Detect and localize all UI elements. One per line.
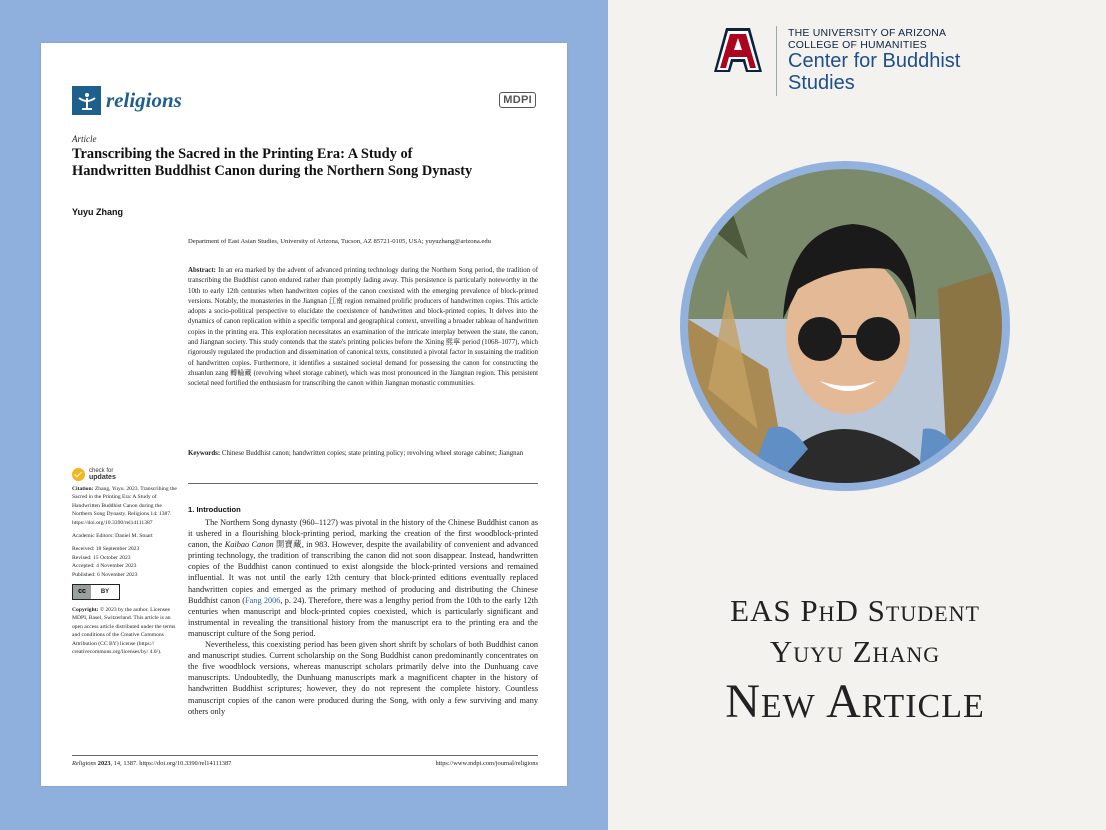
- check-icon: [72, 468, 85, 481]
- section-heading: 1. Introduction: [188, 505, 241, 514]
- affiliation: Department of East Asian Studies, University of Arizona, Tucson, AZ 85721-0105, USA; yuyuzhang@arizona.edu: [188, 238, 491, 245]
- copyright-text: © 2023 by the author. Licensee MDPI, Basel, Switzerland. This article is an open access article distributed under the terms and conditions of the Creative Commons Attribution (CC BY) license (https:// creativecommons.org/licenses/by/ 4.0/).: [72, 607, 176, 656]
- author-name: Yuyu Zhang: [72, 207, 124, 217]
- headline-line2: Yuyu Zhang: [769, 634, 941, 669]
- check-line1: check for: [89, 468, 114, 474]
- keywords-label: Keywords:: [188, 450, 221, 457]
- center-name-line2: Studies: [788, 72, 855, 94]
- citation-label: Citation:: [72, 486, 94, 492]
- university-name: THE UNIVERSITY OF ARIZONA: [788, 27, 947, 39]
- footer-citation: Religions 2023, 14, 1387. https://doi.org/10.3390/rel14111387: [72, 760, 232, 767]
- mdpi-logo: MDPI: [499, 92, 536, 108]
- check-line2: updates: [89, 473, 116, 481]
- footer-divider: [72, 755, 538, 756]
- abstract-label: Abstract:: [188, 267, 216, 274]
- date-received: Received: 18 September 2023: [72, 546, 140, 553]
- copyright: [72, 606, 182, 656]
- article-type: Article: [72, 134, 97, 144]
- religions-icon: [72, 86, 101, 115]
- logo-divider: [776, 26, 777, 96]
- date-published: Published: 6 November 2023: [72, 571, 138, 578]
- by-icon: BY: [91, 585, 119, 599]
- abstract: [188, 266, 538, 390]
- abstract-text: In an era marked by the advent of advanced printing technology during the Northern Song period, the tradition of transcribing the Buddhist canon endured rather than promptly fading away. This persistence is particularly noteworthy in the 10th to early 12th centuries when handwritten copies of the canon coexisted with the emerging prevalence of block-printed versions. Notably, the monasteries in the Jiangnan 江南 region remained prolific producers of handwritten copies. This article adopts a socio-political perspective to elucidate the coexistence of handwritten and block-printed copies. It delves into the dynamics of canon replication within a specific temporal and geographical context, unveiling a broader tableau of handwritten copies in the printing era. This exploration necessitates an examination of the intricate interplay between the state, the canon, and Jiangnan society. This study contends that the state's printing policies before the Xining 熙寧 period (1068–1077), which rigorously regulated the production and dissemination of canonical texts, constituted a pivotal factor in sustaining the tradition of handwritten copies. Furthermore, it identifies a sustained societal demand for possessing the canon for constructing the zhuanlun zang 轉輪藏 (revolving wheel storage cabinet), which was most pronounced in the Jiangnan region. This persistent societal need fortified the enthusiasm for transcribing the canon within Jiangnan monastic communities.: [188, 267, 538, 388]
- college-name: COLLEGE OF HUMANITIES: [788, 39, 927, 51]
- journal-logo: [72, 86, 182, 115]
- footer-url[interactable]: https://www.mdpi.com/journal/religions: [435, 760, 538, 767]
- cc-by-license-badge[interactable]: [72, 584, 120, 600]
- university-of-arizona-a-logo: [712, 26, 764, 76]
- date-accepted: Accepted: 4 November 2023: [72, 563, 137, 570]
- citation: [72, 485, 182, 527]
- citation-link[interactable]: Fang 2006: [245, 595, 281, 605]
- citation-text: Zhang, Yuyu. 2023. Transcribing the Sacred in the Printing Era: A Study of Handwritten Buddhist Canon during the Northern Song Dynasty. Religions 14: 1387. https://doi.org/10.3390/rel14111387: [72, 486, 177, 526]
- cc-icon: cc: [73, 585, 91, 599]
- portrait-frame: [680, 161, 1010, 491]
- portrait-photo: [688, 169, 1002, 483]
- article-page: [41, 43, 567, 786]
- keywords-text: Chinese Buddhist canon; handwritten copies; state printing policy; revolving wheel storage cabinet; Jiangnan: [221, 450, 524, 457]
- date-revised: Revised: 15 October 2023: [72, 554, 131, 561]
- academic-editors: Academic Editors: Daniel M. Stuart: [72, 533, 153, 540]
- divider: [188, 483, 538, 484]
- copyright-label: Copyright:: [72, 607, 99, 614]
- check-for-updates-badge[interactable]: [72, 468, 182, 481]
- headline-line3: New Article: [725, 675, 985, 728]
- headline-line1: EAS PhD Student: [730, 593, 980, 628]
- center-name-line1: Center for Buddhist: [788, 50, 961, 72]
- article-title: Transcribing the Sacred in the Printing Era: A Study of Handwritten Buddhist Canon during the Northern Song Dynasty: [72, 146, 473, 179]
- body-text: [188, 517, 538, 717]
- paragraph-2: Nevertheless, this coexisting period has been given short shrift by scholars of both Buddhist canon and manuscript studies. Current scholarship on the Song Buddhist canon predominantly concentrates on the five woodblock versions, whereas manuscript scholars primarily delve into the Dunhuang cave manuscripts. Undoubtedly, the Dunhuang manuscripts mark a magnificent chapter in the history of handwritten Buddhist scriptures; however, they do not represent the complete history. Countless manuscript copies of the canon were produced during the Song, with only a few surviving and many others only: [188, 640, 538, 716]
- side-column: [72, 468, 182, 662]
- paragraph-1: The Northern Song dynasty (960–1127) was pivotal in the history of the Chinese Buddhist canon as it ushered in a flourishing block-printing period, marking the creation of the first woodblock-printed canon, the Kaibao Canon 開寶藏, in 983. However, despite the availability of convenient and advanced printing technology, the tradition of transcribing the canon did not soon disappear. Instead, handwritten copies of the Buddhist canon continued to exist alongside the block-printed versions and remained influential. It was not until the early 12th century that block-printed editions eventually replaced handwritten copies and emerged as the primary method of producing and distributing the Chinese Buddhist canon (Fang 2006, p. 24). Therefore, there was a lengthy period from the 10th to the early 12th centuries when manuscript and block-printed copies coexisted, which is particularly significant and instrumental in revealing the transitional history from the manuscript era to the printing era and the manuscript culture of the Song period.: [188, 518, 539, 638]
- journal-name: religions: [106, 88, 182, 112]
- keywords: [188, 449, 538, 459]
- kaibao-canon: Kaibao Canon: [224, 540, 274, 550]
